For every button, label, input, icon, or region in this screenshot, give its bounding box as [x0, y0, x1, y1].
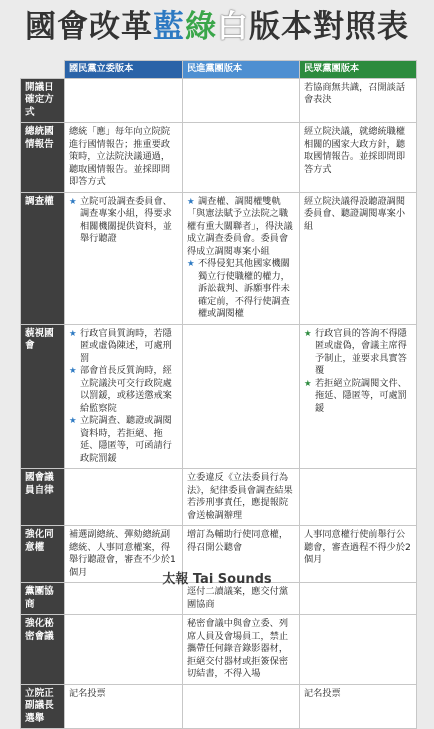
cell-entry: [187, 618, 295, 681]
cell-text: 立委違反《立法委員行為法》，紀律委員會調查結果若涉刑事責任，應提報院會送檢調辦理: [187, 472, 293, 521]
star-bullet-icon: ★: [69, 196, 77, 207]
title-white: 白: [217, 9, 249, 45]
cell-entry: [187, 258, 295, 321]
star-bullet-icon: ★: [69, 416, 77, 426]
cell-entry: [304, 126, 412, 176]
cell-dpp: [300, 78, 417, 123]
cell-dpp: [300, 324, 417, 469]
cell-entry: [69, 126, 178, 189]
table-body: [21, 78, 417, 729]
cell-entry: [69, 365, 178, 415]
comparison-table: [20, 60, 417, 729]
table-row: [21, 684, 417, 729]
cell-entry: [187, 196, 295, 209]
cell-dpp: [300, 192, 417, 324]
cell-entry: [304, 529, 412, 567]
row-label: 強化同意權: [21, 526, 65, 583]
cell-tpp: [183, 324, 300, 469]
cell-kmt: [65, 123, 183, 193]
cell-tpp: [183, 78, 300, 123]
cell-dpp: [300, 123, 417, 193]
cell-text: 若協商無共識，召開談話會表決: [304, 81, 406, 105]
cell-tpp: [183, 123, 300, 193]
cell-kmt: [65, 469, 183, 526]
cell-text: 行政官員質詢時，若隱匿或虛偽陳述，可處刑罰: [80, 327, 172, 364]
cell-text: 經立院決議得設聽證調閱委員會、聽證調閱專案小組: [304, 195, 406, 232]
cell-entry: [304, 328, 412, 378]
cell-entry: [69, 415, 178, 465]
star-bullet-icon: ★: [69, 328, 77, 339]
table-row: [21, 192, 417, 324]
row-label: 總統國情報告: [21, 123, 65, 193]
header-corner: [21, 61, 65, 79]
cell-text: 行政官員的答詢不得隱匿或虛偽，會議主席得予制止，並要求具實答覆: [315, 327, 407, 376]
row-label: 國會議員自律: [21, 469, 65, 526]
cell-kmt: [65, 78, 183, 123]
cell-kmt: [65, 684, 183, 729]
row-label: 調查權: [21, 192, 65, 324]
table-row: [21, 615, 417, 685]
cell-dpp: [300, 615, 417, 685]
column-header-tpp: 民進黨團版本: [183, 61, 300, 79]
table-row: [21, 324, 417, 469]
row-label: 藐視國會: [21, 324, 65, 469]
cell-tpp: [183, 469, 300, 526]
cell-tpp: [183, 192, 300, 324]
cell-entry: [304, 82, 412, 107]
star-bullet-icon: ★: [304, 328, 312, 339]
cell-entry: [69, 196, 178, 246]
cell-text: 不得侵犯其他國家機關獨立行使職權的權力，訴訟裁判、訴願事件未確定前，不得行使調查權或調閱權: [198, 258, 290, 319]
row-label: 開議日確定方式: [21, 78, 65, 123]
cell-text: 記名投票: [69, 687, 106, 699]
cell-kmt: [65, 324, 183, 469]
cell-text: 部會首長反質詢時，經立院議決可交行政院處以罰鍰，或移送懲戒案給監察院: [80, 365, 172, 414]
star-bullet-icon: ★: [187, 196, 195, 207]
cell-kmt: [65, 615, 183, 685]
cell-entry: [304, 196, 412, 234]
footer-brand: 太報 Tai Sounds: [162, 572, 272, 587]
star-bullet-icon: ★: [69, 366, 77, 376]
cell-text: 秘密會議中與會立委、列席人員及會場員工，禁止攜帶任何錄音錄影器材，拒絕交付器材或拒簽保密切結書，不得入場: [187, 618, 289, 679]
column-header-dpp: 民眾黨團版本: [300, 61, 417, 79]
row-label: 強化秘密會議: [21, 615, 65, 685]
column-header-kmt: 國民黨立委版本: [65, 61, 183, 79]
cell-text: 立院調查、聽證或調閱資料時，若拒絕、拖延、隱匿等，可函請行政院罰鍰: [80, 415, 172, 464]
cell-entry: [187, 208, 295, 258]
star-bullet-icon: ★: [187, 259, 195, 269]
cell-text: 經立院決議，就總統職權相關的國家大政方針，聽取國情報告。並採即問即答方式: [304, 126, 406, 175]
cell-entry: [304, 688, 412, 701]
row-label: 立院正副議長選舉: [21, 684, 65, 729]
cell-tpp: [183, 615, 300, 685]
title-part2: 版本對照表: [249, 9, 409, 45]
title-blue: 藍: [153, 9, 185, 45]
cell-kmt: [65, 192, 183, 324]
cell-text: 記名投票: [304, 687, 341, 699]
cell-tpp: [183, 684, 300, 729]
cell-text: 人事同意權行使前舉行公聽會，審查過程不得少於2個月: [304, 529, 411, 565]
star-bullet-icon: ★: [304, 378, 312, 389]
cell-text: 補選副總統、彈劾總統副總統、人事同意權案，得舉行聽證會，審查不少於1個月: [69, 529, 176, 578]
cell-text: 逕付二讀議案，應交付黨團協商: [187, 586, 289, 610]
title-green: 綠: [185, 9, 217, 45]
cell-text: 總統「應」每年向立院院進行國情報告；推重要政策時，立法院決議通過，聽取國情報告。並採即問即答方式: [69, 126, 171, 187]
cell-entry: [187, 472, 295, 522]
page-title: [0, 6, 434, 48]
table-row: [21, 78, 417, 123]
title-part1: 國會改革: [25, 9, 153, 45]
table-row: [21, 123, 417, 193]
cell-entry: [187, 529, 295, 554]
cell-text: 立院可設調查委員會、調查專案小組，得要求相關機關提供資料，並舉行聽證: [80, 195, 172, 244]
cell-text: 調查權、調閱權雙軌: [198, 195, 281, 207]
table-header-row: [21, 61, 417, 79]
table-row: [21, 469, 417, 526]
cell-entry: [69, 688, 178, 701]
cell-dpp: [300, 469, 417, 526]
row-label: 黨團協商: [21, 583, 65, 615]
cell-entry: [69, 328, 178, 366]
cell-dpp: [300, 684, 417, 729]
cell-text: 若拒絕立院調閱文件、拖延、隱匿等，可處罰鍰: [315, 377, 407, 414]
cell-text: 增訂為輔助行使同意權，得召開公聽會: [187, 529, 289, 553]
cell-entry: [304, 378, 412, 416]
cell-text: 「與憲法賦予立法院之職權有重大關聯者」，得決議成立調查委員會。委員會得成立調閱專案小組: [187, 208, 293, 257]
